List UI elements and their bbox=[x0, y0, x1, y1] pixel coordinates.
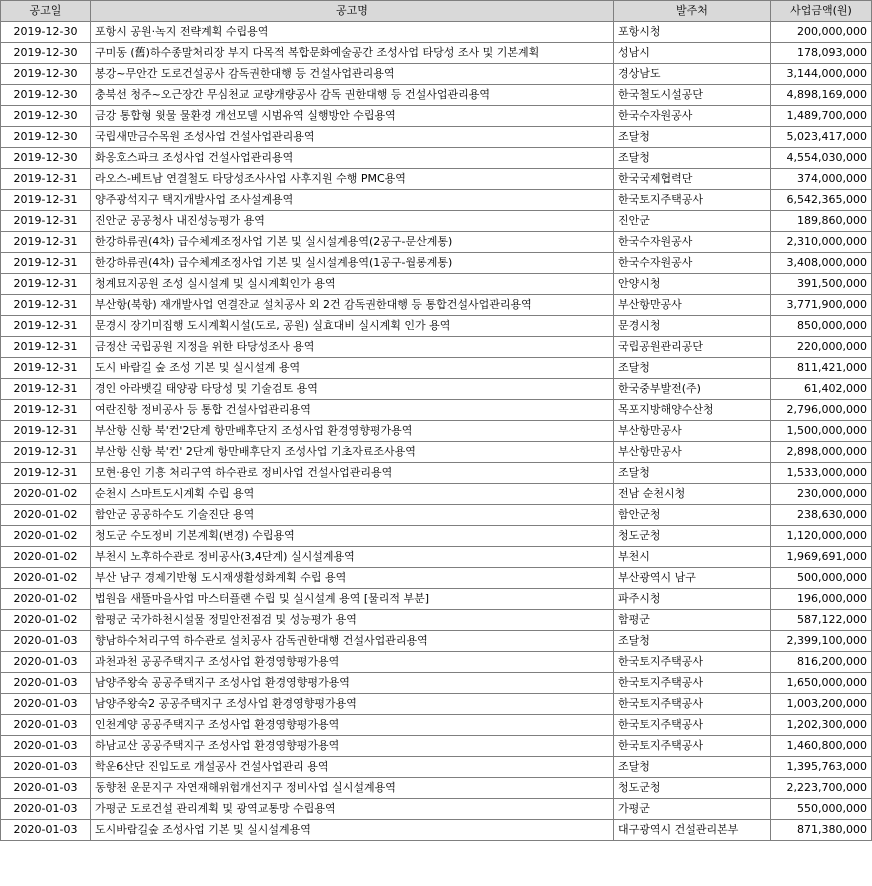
cell-name[interactable]: 청계묘지공원 조성 실시설계 및 실시계획인가 용역 bbox=[91, 274, 614, 295]
cell-name[interactable]: 인천계양 공공주택지구 조성사업 환경영향평가용역 bbox=[91, 715, 614, 736]
cell-amount[interactable]: 1,003,200,000 bbox=[771, 694, 872, 715]
table-row[interactable] bbox=[1, 379, 872, 400]
cell-name[interactable]: 충북선 청주~오근장간 무심천교 교량개량공사 감독 권한대행 등 건설사업관리용역 bbox=[91, 85, 614, 106]
cell-date[interactable]: 2020-01-03 bbox=[1, 673, 91, 694]
cell-name[interactable]: 부산항 신항 북'컨' 2단계 항만배후단지 조성사업 기초자료조사용역 bbox=[91, 442, 614, 463]
table-row[interactable] bbox=[1, 421, 872, 442]
cell-org[interactable]: 한국수자원공사 bbox=[614, 232, 771, 253]
cell-date[interactable]: 2019-12-31 bbox=[1, 358, 91, 379]
cell-name[interactable]: 양주광석지구 택지개발사업 조사설계용역 bbox=[91, 190, 614, 211]
table-row[interactable] bbox=[1, 337, 872, 358]
cell-amount[interactable]: 220,000,000 bbox=[771, 337, 872, 358]
cell-date[interactable]: 2019-12-30 bbox=[1, 85, 91, 106]
table-row[interactable] bbox=[1, 799, 872, 820]
cell-org[interactable]: 부산항만공사 bbox=[614, 295, 771, 316]
cell-date[interactable]: 2020-01-03 bbox=[1, 799, 91, 820]
cell-org[interactable]: 안양시청 bbox=[614, 274, 771, 295]
cell-date[interactable]: 2020-01-02 bbox=[1, 484, 91, 505]
table-row[interactable] bbox=[1, 253, 872, 274]
cell-amount[interactable]: 2,310,000,000 bbox=[771, 232, 872, 253]
cell-name[interactable]: 남양주왕숙2 공공주택지구 조성사업 환경영향평가용역 bbox=[91, 694, 614, 715]
cell-name[interactable]: 부산항(북항) 재개발사업 연결잔교 설치공사 외 2건 감독권한대행 등 통합건설사업관리용역 bbox=[91, 295, 614, 316]
cell-amount[interactable]: 3,144,000,000 bbox=[771, 64, 872, 85]
cell-date[interactable]: 2019-12-30 bbox=[1, 64, 91, 85]
cell-name[interactable]: 순천시 스마트도시계획 수립 용역 bbox=[91, 484, 614, 505]
cell-name[interactable]: 금정산 국립공원 지정을 위한 타당성조사 용역 bbox=[91, 337, 614, 358]
cell-date[interactable]: 2019-12-31 bbox=[1, 274, 91, 295]
cell-name[interactable]: 법원읍 새뜰마을사업 마스터플랜 수립 및 실시설계 용역 [물리적 부분] bbox=[91, 589, 614, 610]
cell-org[interactable]: 함평군 bbox=[614, 610, 771, 631]
cell-org[interactable]: 목포지방해양수산청 bbox=[614, 400, 771, 421]
cell-amount[interactable]: 391,500,000 bbox=[771, 274, 872, 295]
cell-name[interactable]: 청도군 수도정비 기본계획(변경) 수립용역 bbox=[91, 526, 614, 547]
cell-name[interactable]: 학운6산단 진입도로 개설공사 건설사업관리 용역 bbox=[91, 757, 614, 778]
cell-org[interactable]: 파주시청 bbox=[614, 589, 771, 610]
cell-date[interactable]: 2020-01-03 bbox=[1, 820, 91, 841]
cell-name[interactable]: 한강하류권(4차) 급수체계조정사업 기본 및 실시설계용역(1공구-월롱계통) bbox=[91, 253, 614, 274]
cell-org[interactable]: 포항시청 bbox=[614, 22, 771, 43]
cell-date[interactable]: 2019-12-30 bbox=[1, 22, 91, 43]
cell-name[interactable]: 금강 통합형 윗물 물환경 개선모델 시범유역 실행방안 수립용역 bbox=[91, 106, 614, 127]
table-row[interactable] bbox=[1, 526, 872, 547]
cell-amount[interactable]: 2,399,100,000 bbox=[771, 631, 872, 652]
cell-name[interactable]: 함안군 공공하수도 기술진단 용역 bbox=[91, 505, 614, 526]
table-row[interactable] bbox=[1, 505, 872, 526]
cell-date[interactable]: 2020-01-03 bbox=[1, 694, 91, 715]
cell-org[interactable]: 조달청 bbox=[614, 127, 771, 148]
table-row[interactable] bbox=[1, 736, 872, 757]
cell-org[interactable]: 부산항만공사 bbox=[614, 421, 771, 442]
cell-org[interactable]: 문경시청 bbox=[614, 316, 771, 337]
cell-org[interactable]: 청도군청 bbox=[614, 526, 771, 547]
table-row[interactable] bbox=[1, 274, 872, 295]
table-row[interactable] bbox=[1, 568, 872, 589]
cell-amount[interactable]: 1,533,000,000 bbox=[771, 463, 872, 484]
table-row[interactable] bbox=[1, 820, 872, 841]
cell-org[interactable]: 한국철도시설공단 bbox=[614, 85, 771, 106]
cell-amount[interactable]: 1,489,700,000 bbox=[771, 106, 872, 127]
table-row[interactable] bbox=[1, 358, 872, 379]
cell-date[interactable]: 2019-12-31 bbox=[1, 169, 91, 190]
cell-amount[interactable]: 196,000,000 bbox=[771, 589, 872, 610]
cell-org[interactable]: 한국수자원공사 bbox=[614, 106, 771, 127]
table-row[interactable] bbox=[1, 127, 872, 148]
table-row[interactable] bbox=[1, 106, 872, 127]
cell-org[interactable]: 국립공원관리공단 bbox=[614, 337, 771, 358]
header-row bbox=[1, 1, 872, 22]
cell-date[interactable]: 2019-12-31 bbox=[1, 400, 91, 421]
cell-date[interactable]: 2019-12-31 bbox=[1, 316, 91, 337]
cell-name[interactable]: 포항시 공원·녹지 전략계획 수립용역 bbox=[91, 22, 614, 43]
cell-amount[interactable]: 1,395,763,000 bbox=[771, 757, 872, 778]
cell-org[interactable]: 대구광역시 건설관리본부 bbox=[614, 820, 771, 841]
cell-name[interactable]: 향남하수처리구역 하수관로 설치공사 감독권한대행 건설사업관리용역 bbox=[91, 631, 614, 652]
table-row[interactable] bbox=[1, 652, 872, 673]
table-row[interactable] bbox=[1, 610, 872, 631]
cell-amount[interactable]: 871,380,000 bbox=[771, 820, 872, 841]
table-row[interactable] bbox=[1, 169, 872, 190]
cell-name[interactable]: 구미동 (舊)하수종말처리장 부지 다목적 복합문화예술공간 조성사업 타당성 조사 및 기본계획 bbox=[91, 43, 614, 64]
table-row[interactable] bbox=[1, 85, 872, 106]
table-row[interactable] bbox=[1, 211, 872, 232]
table-row[interactable] bbox=[1, 547, 872, 568]
table-row[interactable] bbox=[1, 589, 872, 610]
cell-date[interactable]: 2020-01-03 bbox=[1, 757, 91, 778]
cell-name[interactable]: 부천시 노후하수관로 정비공사(3,4단계) 실시설계용역 bbox=[91, 547, 614, 568]
cell-name[interactable]: 하남교산 공공주택지구 조성사업 환경영향평가용역 bbox=[91, 736, 614, 757]
cell-amount[interactable]: 811,421,000 bbox=[771, 358, 872, 379]
cell-org[interactable]: 한국토지주택공사 bbox=[614, 715, 771, 736]
cell-date[interactable]: 2020-01-02 bbox=[1, 568, 91, 589]
cell-amount[interactable]: 1,500,000,000 bbox=[771, 421, 872, 442]
cell-name[interactable]: 모현·용인 기흥 처리구역 하수관로 정비사업 건설사업관리용역 bbox=[91, 463, 614, 484]
cell-amount[interactable]: 230,000,000 bbox=[771, 484, 872, 505]
cell-name[interactable]: 한강하류권(4차) 급수체계조정사업 기본 및 실시설계용역(2공구-문산계통) bbox=[91, 232, 614, 253]
cell-org[interactable]: 경상남도 bbox=[614, 64, 771, 85]
cell-org[interactable]: 가평군 bbox=[614, 799, 771, 820]
cell-org[interactable]: 청도군청 bbox=[614, 778, 771, 799]
table-row[interactable] bbox=[1, 463, 872, 484]
table-row[interactable] bbox=[1, 64, 872, 85]
table-row[interactable] bbox=[1, 295, 872, 316]
cell-org[interactable]: 성남시 bbox=[614, 43, 771, 64]
cell-name[interactable]: 봉강~무안간 도로건설공사 감독권한대행 등 건설사업관리용역 bbox=[91, 64, 614, 85]
cell-date[interactable]: 2019-12-31 bbox=[1, 442, 91, 463]
header-name[interactable]: 공고명 bbox=[91, 1, 614, 22]
cell-amount[interactable]: 1,460,800,000 bbox=[771, 736, 872, 757]
cell-date[interactable]: 2019-12-31 bbox=[1, 190, 91, 211]
table-row[interactable] bbox=[1, 400, 872, 421]
cell-name[interactable]: 도시바람길숲 조성사업 기본 및 실시설계용역 bbox=[91, 820, 614, 841]
cell-org[interactable]: 한국토지주택공사 bbox=[614, 694, 771, 715]
cell-name[interactable]: 경인 아라뱃길 태양광 타당성 및 기술검토 용역 bbox=[91, 379, 614, 400]
cell-date[interactable]: 2020-01-02 bbox=[1, 526, 91, 547]
cell-org[interactable]: 부산광역시 남구 bbox=[614, 568, 771, 589]
cell-date[interactable]: 2019-12-31 bbox=[1, 295, 91, 316]
cell-amount[interactable]: 6,542,365,000 bbox=[771, 190, 872, 211]
cell-name[interactable]: 남양주왕숙 공공주택지구 조성사업 환경영향평가용역 bbox=[91, 673, 614, 694]
cell-amount[interactable]: 4,554,030,000 bbox=[771, 148, 872, 169]
cell-date[interactable]: 2019-12-30 bbox=[1, 43, 91, 64]
cell-amount[interactable]: 500,000,000 bbox=[771, 568, 872, 589]
cell-date[interactable]: 2019-12-30 bbox=[1, 127, 91, 148]
cell-amount[interactable]: 1,202,300,000 bbox=[771, 715, 872, 736]
cell-date[interactable]: 2020-01-03 bbox=[1, 736, 91, 757]
cell-amount[interactable]: 550,000,000 bbox=[771, 799, 872, 820]
cell-amount[interactable]: 5,023,417,000 bbox=[771, 127, 872, 148]
cell-name[interactable]: 가평군 도로건설 관리계획 및 광역교통망 수립용역 bbox=[91, 799, 614, 820]
cell-date[interactable]: 2019-12-31 bbox=[1, 463, 91, 484]
cell-amount[interactable]: 3,771,900,000 bbox=[771, 295, 872, 316]
cell-amount[interactable]: 3,408,000,000 bbox=[771, 253, 872, 274]
cell-date[interactable]: 2019-12-30 bbox=[1, 148, 91, 169]
cell-org[interactable]: 조달청 bbox=[614, 631, 771, 652]
cell-date[interactable]: 2020-01-03 bbox=[1, 652, 91, 673]
cell-amount[interactable]: 4,898,169,000 bbox=[771, 85, 872, 106]
cell-date[interactable]: 2019-12-31 bbox=[1, 337, 91, 358]
table-row[interactable] bbox=[1, 316, 872, 337]
cell-org[interactable]: 전남 순천시청 bbox=[614, 484, 771, 505]
cell-name[interactable]: 라오스-베트남 연결철도 타당성조사사업 사후지원 수행 PMC용역 bbox=[91, 169, 614, 190]
cell-name[interactable]: 동향천 운문지구 자연재해위험개선지구 정비사업 실시설계용역 bbox=[91, 778, 614, 799]
cell-amount[interactable]: 200,000,000 bbox=[771, 22, 872, 43]
cell-amount[interactable]: 1,969,691,000 bbox=[771, 547, 872, 568]
table-row[interactable] bbox=[1, 22, 872, 43]
cell-org[interactable]: 한국토지주택공사 bbox=[614, 190, 771, 211]
cell-amount[interactable]: 587,122,000 bbox=[771, 610, 872, 631]
header-org[interactable]: 발주처 bbox=[614, 1, 771, 22]
table-row[interactable] bbox=[1, 148, 872, 169]
header-amount[interactable]: 사업금액(원) bbox=[771, 1, 872, 22]
cell-org[interactable]: 진안군 bbox=[614, 211, 771, 232]
cell-date[interactable]: 2019-12-31 bbox=[1, 379, 91, 400]
cell-name[interactable]: 화옹호스파크 조성사업 건설사업관리용역 bbox=[91, 148, 614, 169]
cell-name[interactable]: 여란진항 정비공사 등 통합 건설사업관리용역 bbox=[91, 400, 614, 421]
cell-amount[interactable]: 1,120,000,000 bbox=[771, 526, 872, 547]
cell-date[interactable]: 2020-01-03 bbox=[1, 631, 91, 652]
cell-name[interactable]: 과천과천 공공주택지구 조성사업 환경영향평가용역 bbox=[91, 652, 614, 673]
cell-org[interactable]: 조달청 bbox=[614, 463, 771, 484]
cell-date[interactable]: 2019-12-31 bbox=[1, 421, 91, 442]
cell-name[interactable]: 부산항 신항 북'컨'2단계 항만배후단지 조성사업 환경영향평가용역 bbox=[91, 421, 614, 442]
cell-name[interactable]: 국립새만금수목원 조성사업 건설사업관리용역 bbox=[91, 127, 614, 148]
cell-date[interactable]: 2020-01-03 bbox=[1, 778, 91, 799]
cell-org[interactable]: 한국수자원공사 bbox=[614, 253, 771, 274]
cell-date[interactable]: 2020-01-02 bbox=[1, 610, 91, 631]
cell-amount[interactable]: 850,000,000 bbox=[771, 316, 872, 337]
cell-amount[interactable]: 178,093,000 bbox=[771, 43, 872, 64]
cell-date[interactable]: 2019-12-31 bbox=[1, 232, 91, 253]
cell-amount[interactable]: 61,402,000 bbox=[771, 379, 872, 400]
table-row[interactable] bbox=[1, 757, 872, 778]
cell-date[interactable]: 2019-12-30 bbox=[1, 106, 91, 127]
table-row[interactable] bbox=[1, 442, 872, 463]
cell-org[interactable]: 함안군청 bbox=[614, 505, 771, 526]
cell-date[interactable]: 2019-12-31 bbox=[1, 211, 91, 232]
cell-org[interactable]: 한국국제협력단 bbox=[614, 169, 771, 190]
cell-org[interactable]: 조달청 bbox=[614, 358, 771, 379]
cell-amount[interactable]: 1,650,000,000 bbox=[771, 673, 872, 694]
cell-org[interactable]: 한국토지주택공사 bbox=[614, 652, 771, 673]
header-date[interactable]: 공고일 bbox=[1, 1, 91, 22]
cell-amount[interactable]: 189,860,000 bbox=[771, 211, 872, 232]
cell-org[interactable]: 한국중부발전(주) bbox=[614, 379, 771, 400]
cell-name[interactable]: 함평군 국가하천시설물 정밀안전점검 및 성능평가 용역 bbox=[91, 610, 614, 631]
cell-name[interactable]: 진안군 공공청사 내진성능평가 용역 bbox=[91, 211, 614, 232]
cell-amount[interactable]: 816,200,000 bbox=[771, 652, 872, 673]
cell-date[interactable]: 2020-01-03 bbox=[1, 715, 91, 736]
cell-date[interactable]: 2020-01-02 bbox=[1, 589, 91, 610]
cell-amount[interactable]: 2,898,000,000 bbox=[771, 442, 872, 463]
table-row[interactable] bbox=[1, 631, 872, 652]
table-row[interactable] bbox=[1, 778, 872, 799]
cell-name[interactable]: 도시 바람길 숲 조성 기본 및 실시설계 용역 bbox=[91, 358, 614, 379]
cell-org[interactable]: 한국토지주택공사 bbox=[614, 673, 771, 694]
cell-amount[interactable]: 238,630,000 bbox=[771, 505, 872, 526]
cell-org[interactable]: 부천시 bbox=[614, 547, 771, 568]
cell-date[interactable]: 2020-01-02 bbox=[1, 505, 91, 526]
cell-org[interactable]: 조달청 bbox=[614, 148, 771, 169]
cell-org[interactable]: 한국토지주택공사 bbox=[614, 736, 771, 757]
cell-name[interactable]: 부산 남구 경제기반형 도시재생활성화계획 수립 용역 bbox=[91, 568, 614, 589]
cell-date[interactable]: 2020-01-02 bbox=[1, 547, 91, 568]
table-row[interactable] bbox=[1, 190, 872, 211]
cell-date[interactable]: 2019-12-31 bbox=[1, 253, 91, 274]
table-row[interactable] bbox=[1, 43, 872, 64]
table-row[interactable] bbox=[1, 232, 872, 253]
cell-amount[interactable]: 2,796,000,000 bbox=[771, 400, 872, 421]
cell-amount[interactable]: 2,223,700,000 bbox=[771, 778, 872, 799]
table-row[interactable] bbox=[1, 694, 872, 715]
cell-amount[interactable]: 374,000,000 bbox=[771, 169, 872, 190]
cell-org[interactable]: 조달청 bbox=[614, 757, 771, 778]
table-row[interactable] bbox=[1, 484, 872, 505]
table-body bbox=[1, 22, 872, 841]
cell-org[interactable]: 부산항만공사 bbox=[614, 442, 771, 463]
table-row[interactable] bbox=[1, 715, 872, 736]
table-row[interactable] bbox=[1, 673, 872, 694]
cell-name[interactable]: 문경시 장기미집행 도시계획시설(도로, 공원) 실효대비 실시계획 인가 용역 bbox=[91, 316, 614, 337]
